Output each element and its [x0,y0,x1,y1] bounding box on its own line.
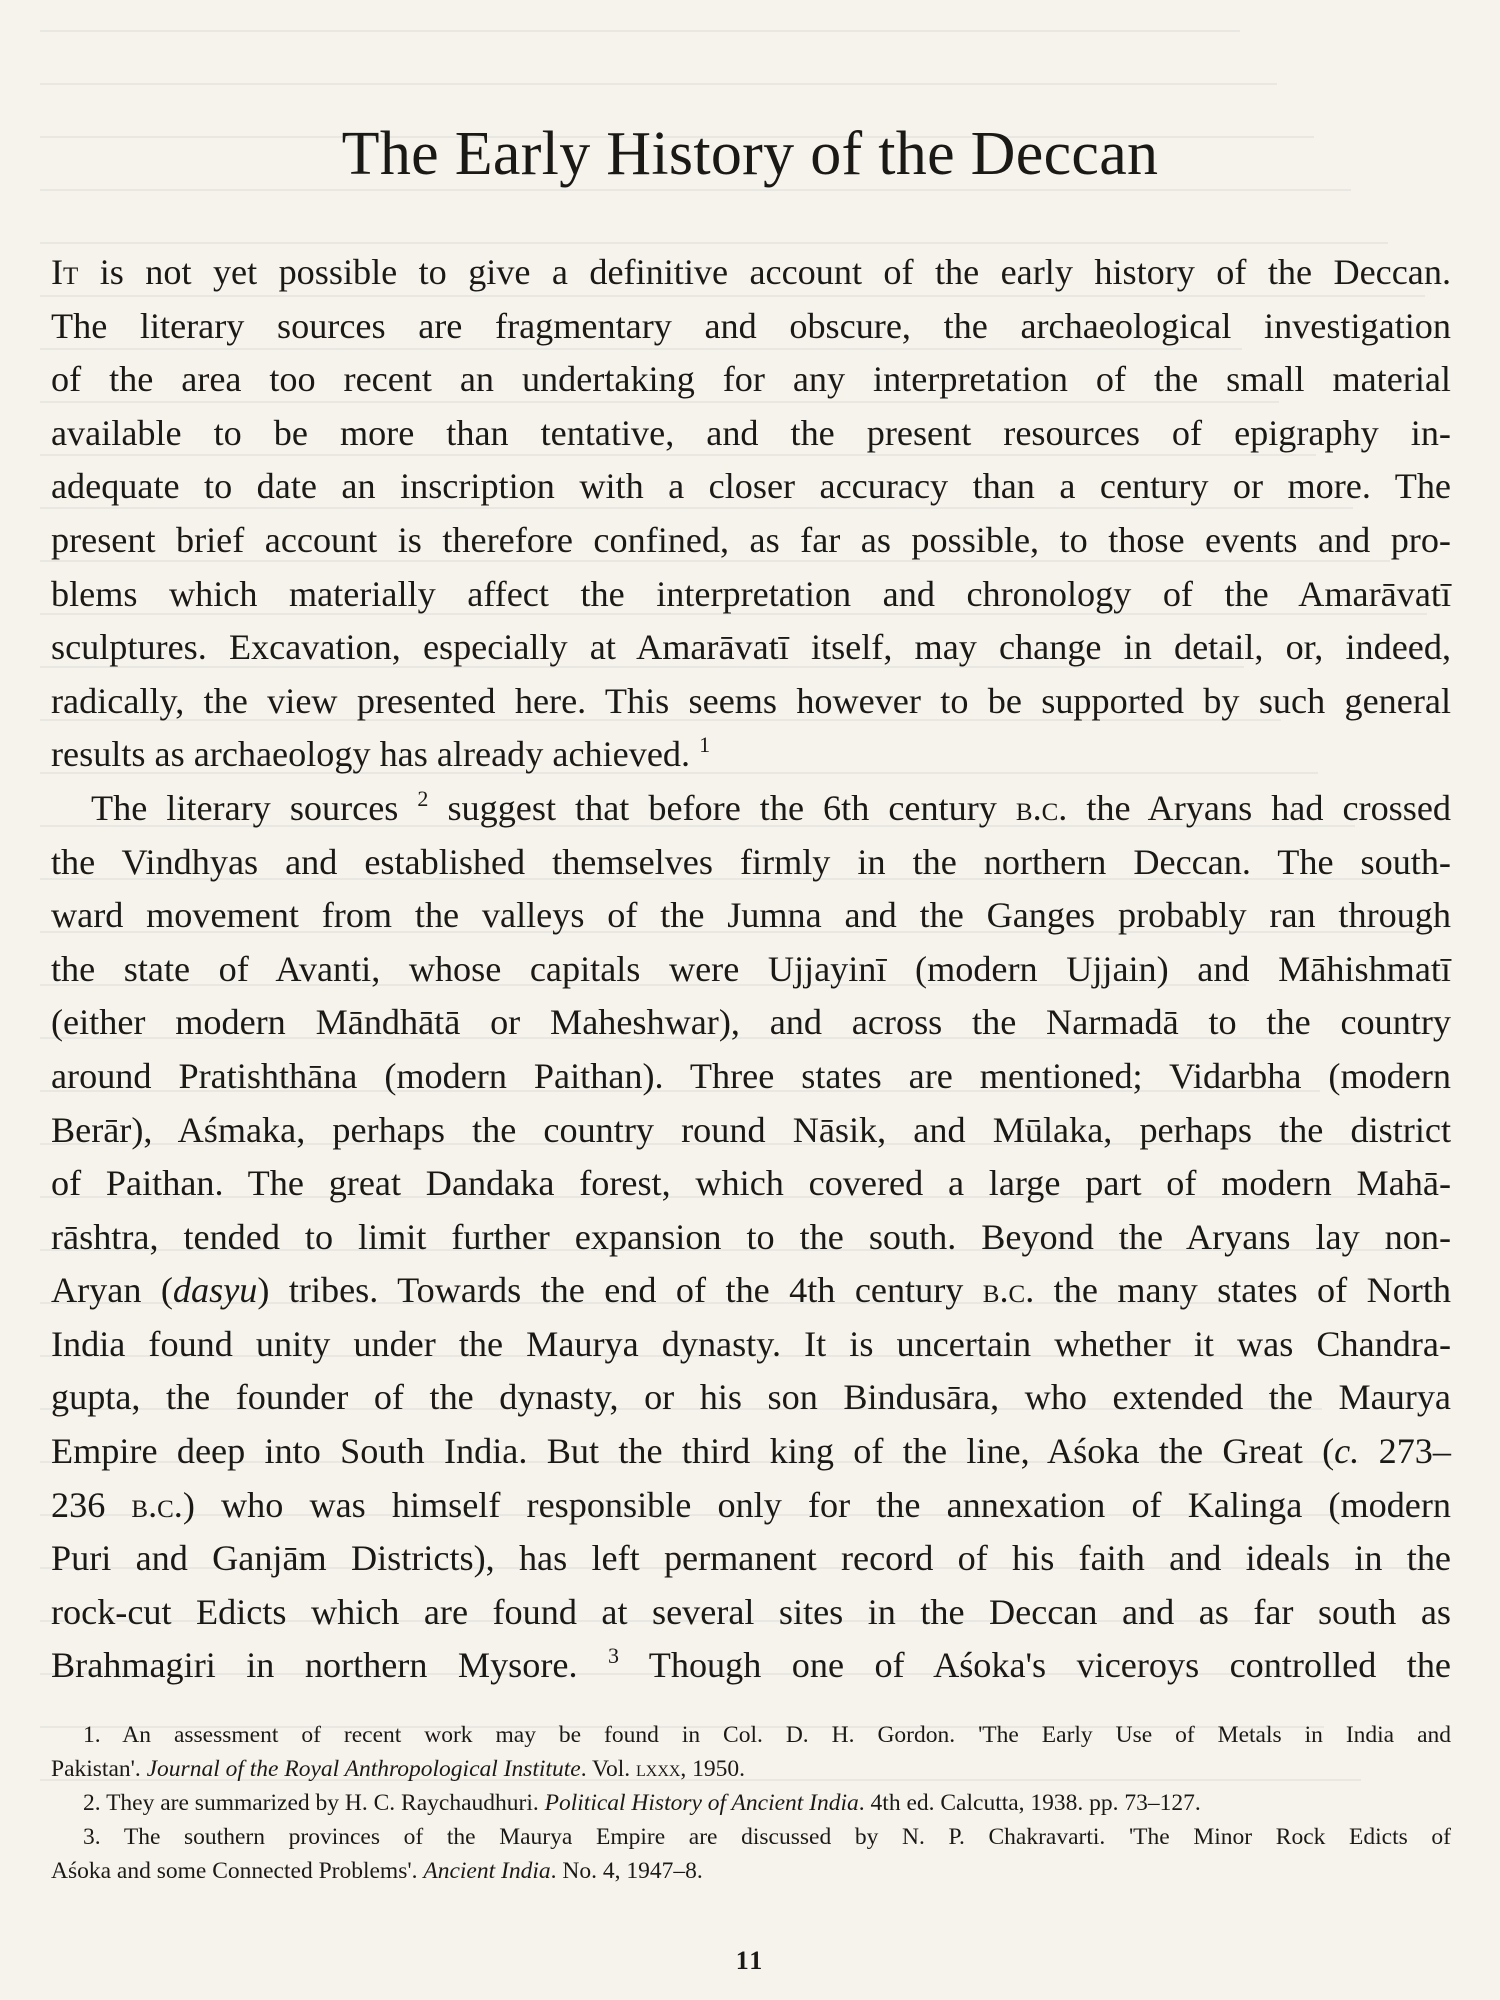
footnote-1: 1. An assessment of recent work may be found in Col. D. H. Gordon. 'The Early Use of Metals in India and [83,1722,1451,1748]
text-line: adequate to date an inscription with a closer accuracy than a century or more. The [51,466,1451,507]
footnotes [51,1718,1451,1888]
drop-word: It [51,252,79,292]
text-run: Empire deep into South India. But the third king of the line, Aśoka the Great ( [51,1431,1335,1472]
journal-title: Ancient India [423,1858,551,1884]
text-run: 273– [1359,1431,1451,1472]
text-run: Though one of Aśoka's viceroys controlled the [618,1645,1451,1686]
footnote-1-cont [51,1752,1451,1786]
footnote-ref-1[interactable]: 1 [699,732,711,758]
text-line: Puri and Ganjām Districts), has left permanent record of his faith and ideals in the [51,1538,1451,1579]
text-line: The literary sources are fragmentary and obscure, the archaeological investigation [51,305,1451,346]
text-run: Aryan ( [51,1270,173,1311]
text-line: rāshtra, tended to limit further expansion to the south. Beyond the Aryans lay non- [51,1216,1451,1257]
paragraph-2 [51,782,1451,1693]
text-line: sculptures. Excavation, especially at Amarāvatī itself, may change in detail, or, indeed, [51,627,1451,668]
text-line: blems which materially affect the interpretation and chronology of the Amarāvatī [51,573,1451,614]
text-line [51,1264,1451,1318]
text-run: ) tribes. Towards the end of the 4th century [257,1270,983,1311]
text-line [51,1639,1451,1693]
text-line: available to be more than tentative, and the present resources of epigraphy in- [51,412,1451,453]
footnote-3-cont [51,1854,1451,1888]
text-line: gupta, the founder of the dynasty, or his son Bindusāra, who extended the Maurya [51,1377,1451,1418]
text-line [51,728,1451,782]
text-line [51,1425,1451,1479]
footnote-2 [51,1786,1451,1820]
ghost-line [40,83,1277,85]
ghost-line [40,30,1240,32]
text-line: the state of Avanti, whose capitals were Ujjayinī (modern Ujjain) and Māhishmatī [51,948,1451,989]
text-run: 236 [51,1484,132,1525]
text-run: the many states of North [1034,1270,1452,1311]
text-run: 2. They are summarized by H. C. Raychaudhuri. [83,1790,545,1816]
italic-term: dasyu [172,1270,258,1311]
text-line [51,246,1451,300]
text-run: The literary sources [91,787,399,828]
text-run: . 4th ed. Calcutta, 1938. pp. 73–127. [858,1790,1201,1816]
text-run: . Vol. [580,1756,636,1782]
journal-title: Journal of the Royal Anthropological Institute [146,1756,581,1782]
footnote-ref-3[interactable]: 3 [607,1643,619,1669]
text-run: Brahmagiri in northern Mysore. [51,1645,578,1686]
text-line: the Vindhyas and established themselves firmly in the northern Deccan. The south- [51,841,1451,882]
text-line: India found unity under the Maurya dynasty. It is uncertain whether it was Chandra- [51,1323,1451,1364]
volume-number: lxxx [635,1756,681,1782]
text-line-content: results as archaeology has already achieved. [51,734,691,775]
text-run: . No. 4, 1947–8. [550,1858,703,1884]
text-line: rock-cut Edicts which are found at several sites in the Deccan and as far south as [51,1591,1451,1632]
era-abbrev: b.c. [982,1270,1035,1311]
body-text [51,246,1451,1693]
ghost-line [40,242,1388,244]
text-line [51,782,1451,836]
page-number: 11 [735,1946,765,1975]
text-line: radically, the view presented here. This seems however to be supported by such general [51,680,1451,721]
paragraph-1 [51,246,1451,782]
italic-term: c. [1334,1431,1360,1472]
text-line: of the area too recent an undertaking for any interpretation of the small material [51,359,1451,400]
text-run: the Aryans had crossed [1067,787,1452,828]
text-line: Berār), Aśmaka, perhaps the country round Nāsik, and Mūlaka, perhaps the district [51,1109,1451,1150]
text-line: around Pratishthāna (modern Paithan). Three states are mentioned; Vidarbha (modern [51,1055,1451,1096]
text-run: Pakistan'. [51,1756,147,1782]
text-line: ward movement from the valleys of the Jumna and the Ganges probably ran through [51,895,1451,936]
text-run: suggest that before the 6th century [428,787,1016,828]
era-abbrev: b.c. [1015,787,1068,828]
text-line: of Paithan. The great Dandaka forest, which covered a large part of modern Mahā- [51,1163,1451,1204]
footnote-3: 3. The southern provinces of the Maurya Empire are discussed by N. P. Chakravarti. 'The Minor Rock Edicts of [83,1824,1451,1850]
text-run: , 1950. [680,1756,746,1782]
text-line-rest: is not yet possible to give a definitive account of the early history of the Deccan. [78,252,1451,292]
page-title: The Early History of the Deccan [341,120,1159,188]
text-run: ) who was himself responsible only for the annexation of Kalinga (modern [182,1484,1451,1525]
text-line: (either modern Māndhātā or Maheshwar), and across the Narmadā to the country [51,1002,1451,1043]
text-line: present brief account is therefore confined, as far as possible, to those events and pro- [51,519,1451,560]
text-line [51,1479,1451,1533]
text-run: Aśoka and some Connected Problems'. [51,1858,424,1884]
era-abbrev: b.c. [131,1484,183,1525]
footnote-ref-2[interactable]: 2 [417,785,429,811]
book-title: Political History of Ancient India [544,1790,859,1816]
